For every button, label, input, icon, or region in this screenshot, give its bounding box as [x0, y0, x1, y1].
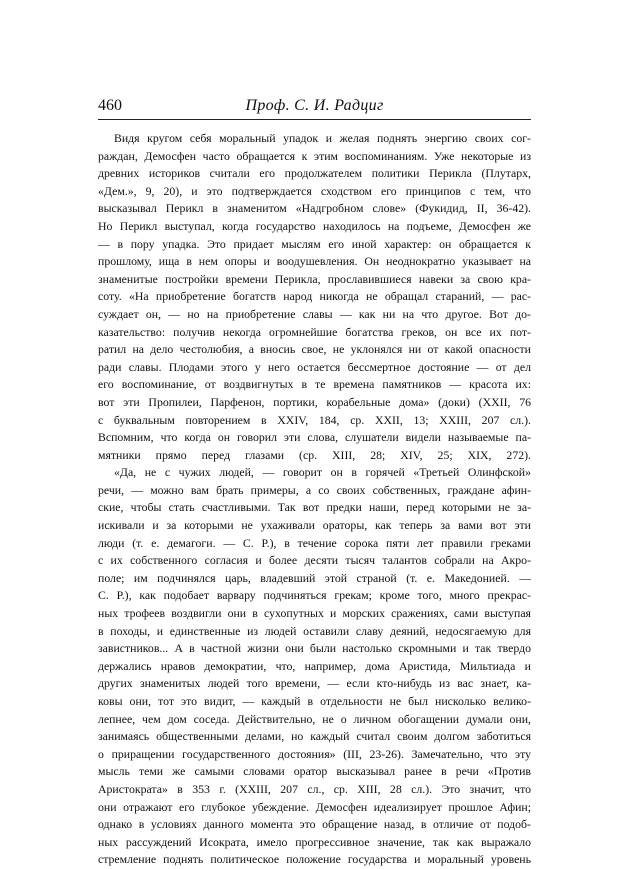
text-line: они отражают его глубокое убеждение. Демосфен идеализирует прошлое Афин; [98, 799, 531, 814]
text-line: мысль теми же самыми словами оратор высказывал ранее в речи «Против [98, 764, 531, 779]
text-line: других знаменитых людей того времени, — если кто-нибудь из вас знает, ка- [98, 676, 531, 691]
text-line: лепнее, чем дом соседа. Действительно, не о личном обогащении думали они, [98, 711, 531, 726]
text-line: прошлому, ища в нем опоры и воодушевления. Он неоднократно указывает на [98, 254, 531, 269]
text-line: суждает он, — но на приобретение славы — как ни на что другое. Вот до- [98, 306, 531, 321]
text-line: ных трофеев воздвигли они в сухопутных и морских сражениях, сами выступая [98, 606, 531, 621]
text-line: занимаясь общественными делами, но каждый считал своим долгом заботиться [98, 729, 531, 744]
text-line: ратил на дело честолюбия, а вносиь свое, не уклонялся ни от какой опасности [98, 342, 531, 357]
text-line: высказывал Перикл в знаменитом «Надгробном слове» (Фукидид, II, 36-42). [98, 201, 531, 216]
text-line: — в пору упадка. Это придает мыслям его иной характер: он обращается к [98, 236, 531, 251]
text-line: держались нравов демократии, что, например, дома Аристида, Мильтиада и [98, 658, 531, 673]
text-line: ские, чтобы стать счастливыми. Так вот предки наши, перед которыми не за- [98, 500, 531, 515]
text-line: с буквальным повторением в XXIV, 184, ср. XXII, 13; XXIII, 207 сл.). [98, 412, 531, 427]
text-line: ради славы. Плодами этого у него остается бессмертное достояние — от дел [98, 359, 531, 374]
text-line: «Да, не с чужих людей, — говорит он в горячей «Третьей Олинфской» [114, 465, 531, 480]
text-line: Аристократа» в 353 г. (XXIII, 207 сл., ср. XIII, 28 сл.). Это значит, что [98, 781, 531, 796]
text-line: о приращении государственного достояния» (III, 23-26). Замечательно, что эту [98, 746, 531, 761]
text-line: казательство: получив некогда огромнейшие богатства греков, он все их пот- [98, 324, 531, 339]
text-line: ковы они, тот это видит, — каждый в отдельности не был нисколько велико- [98, 694, 531, 708]
text-line: речи, — можно вам брать примеры, а со своих собственных, граждане афин- [98, 482, 531, 497]
text-line: С. Р.), как подобает варвару подчиняться грекам; кроме того, много прекрас- [98, 588, 531, 603]
text-line: стремление поднять политическое положение государства и моральный уровень [98, 852, 531, 867]
text-line: Но Перикл выступал, когда государство находилось на подъеме, Демосфен же [98, 218, 531, 233]
body-text [98, 130, 531, 869]
text-line: поле; им подчинялся царь, владевший этой страной (т. е. Македонией. — [98, 570, 531, 585]
text-line: Вспомним, что когда он говорил эти слова, слушатели видели называемые па- [98, 430, 531, 445]
text-line: вот эти Пропилеи, Парфенон, портики, корабельные дома» (доки) (XXII, 76 [98, 394, 531, 409]
text-line: знаменитые постройки времени Перикла, прославившиеся навеки за свою кра- [98, 271, 531, 286]
text-line: его воспоминание, от воздвигнутых в те времена памятников — красота их: [98, 377, 531, 392]
text-line: древних историков считали его продолжателем политики Перикла (Плутарх, [98, 166, 531, 181]
text-line: ных рассуждений Исократа, имело прогрессивное значение, так как выражало [98, 834, 531, 849]
text-line: завистников... А в частной жизни они были настолько скромными и так твердо [98, 641, 531, 656]
text-line: раждан, Демосфен часто обращается к этим воспоминаниям. Уже некоторые из [98, 148, 531, 163]
text-line: «Дем.», 9, 20), и это подтверждается сходством его принципов с тем, что [98, 183, 531, 198]
text-line: соту. «На приобретение богатств народ никогда не обращал стараний, — рас- [98, 289, 531, 304]
text-line: с их собственного согласия и более десяти тысяч талантов собрали на Акро- [98, 553, 531, 568]
text-line: люди (т. е. демагоги. — С. Р.), в течение сорока пяти лет правили греками [98, 535, 531, 550]
text-line: искивали и за которыми не ухаживали ораторы, как теперь за вами вот эти [98, 518, 531, 533]
page-number: 460 [98, 97, 122, 114]
text-line: в походы, и единственные из людей оставили славу деяний, недосягаемую для [98, 623, 531, 638]
text-line: Видя кругом себя моральный упадок и желая поднять энергию своих сог- [114, 131, 531, 145]
header-title: Проф. С. И. Радциг [245, 97, 384, 114]
text-line: мятники прямо перед глазами (ср. XIII, 28; XIV, 25; XIX, 272). [98, 447, 531, 462]
running-head [98, 97, 531, 120]
text-line: однако в условиях данного момента это обращение назад, в отличие от подоб- [98, 817, 531, 832]
